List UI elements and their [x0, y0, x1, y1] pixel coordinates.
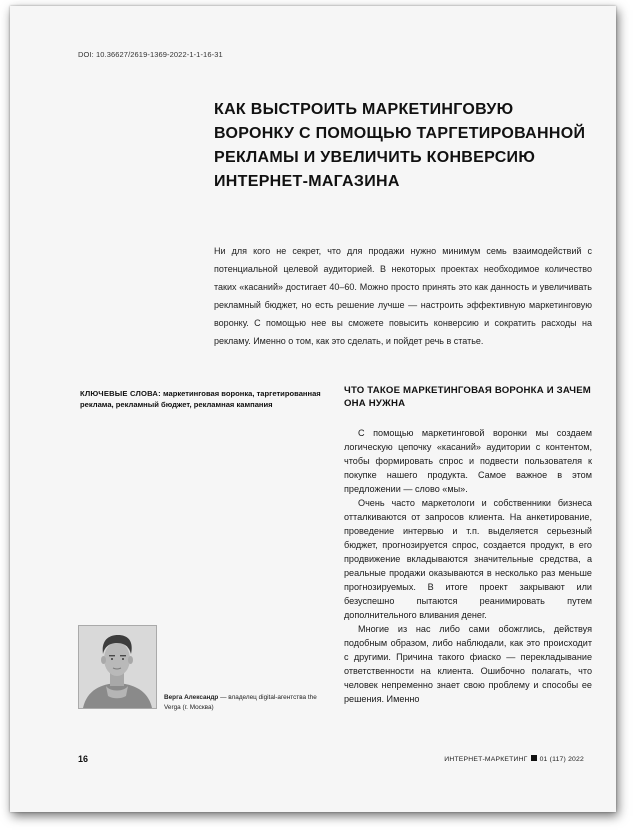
author-photo [78, 625, 157, 709]
journal-page [10, 6, 616, 812]
separator-square-icon [531, 755, 537, 761]
body-paragraph: Очень часто маркетологи и собственники бизнеса отталкиваются от запросов клиента. На анкетирование, проведение интервью и т.п. выделяется серьезный бюджет, прогнозируется спрос, создается продукт, в его продвижение вкладываются значительные средства, а реальные продажи оказываются в несколько раз меньше прогнозируемых. В итоге проект закрывают или безуспешно пытаются реанимировать путем дополнительного вливания денег. [344, 498, 592, 620]
running-footer [444, 755, 584, 763]
body-paragraph: Многие из нас либо сами обожглись, действуя подобным образом, либо наблюдали, как это происходит с другими. Причина такого фиаско — перекладывание ответственности на клиента. Ошибочно полагать, что человек непременно знает свою проблему и способы ее решения. Именно [344, 624, 592, 704]
keywords-text: маркетинговая воронка, таргетированная реклама, рекламный бюджет, рекламная кампания [80, 389, 321, 409]
article-title: КАК ВЫСТРОИТЬ МАРКЕТИНГОВУЮ ВОРОНКУ С ПОМОЩЬЮ ТАРГЕТИРОВАННОЙ РЕКЛАМЫ И УВЕЛИЧИТЬ КОНВЕРСИЮ ИНТЕРНЕТ-МАГАЗИНА [214, 101, 586, 190]
author-portrait-image [79, 626, 156, 708]
author-caption [164, 693, 332, 713]
doi-line: DOI: 10.36627/2619-1369-2022-1-1-16-31 [78, 50, 223, 59]
page-number: 16 [78, 754, 89, 764]
keywords-label: КЛЮЧЕВЫЕ СЛОВА: [80, 389, 161, 398]
article-abstract: Ни для кого не секрет, что для продажи нужно минимум семь взаимодействий с потенциальной целевой аудиторией. В некоторых проектах необходимое количество таких «касаний» достигает 40–60. Можно просто принять это как данность и увеличивать рекламный бюджет, но есть решение лучше — настроить эффективную маркетинговую воронку. С помощью нее вы сможете повысить конверсию и сократить расходы на рекламу. Именно о том, как это сделать, и пойдет речь в статье. [214, 246, 592, 346]
article-body [344, 426, 592, 706]
section-heading: ЧТО ТАКОЕ МАРКЕТИНГОВАЯ ВОРОНКА И ЗАЧЕМ ОНА НУЖНА [344, 385, 591, 409]
keywords-block [80, 388, 332, 410]
issue-number: 01 (117) 2022 [539, 756, 584, 763]
author-name: Верга Александр [164, 694, 219, 701]
journal-name: ИНТЕРНЕТ-МАРКЕТИНГ [444, 756, 528, 763]
body-paragraph: С помощью маркетинговой воронки мы создаем логическую цепочку «касаний» аудитории с контентом, чтобы формировать спрос и подвести пользователя к покупке нашего продукта. Самое важное в этом предложении — слово «мы». [344, 428, 592, 494]
author-role: — владелец digital-агентства the Verga (г. Москва) [164, 694, 317, 711]
